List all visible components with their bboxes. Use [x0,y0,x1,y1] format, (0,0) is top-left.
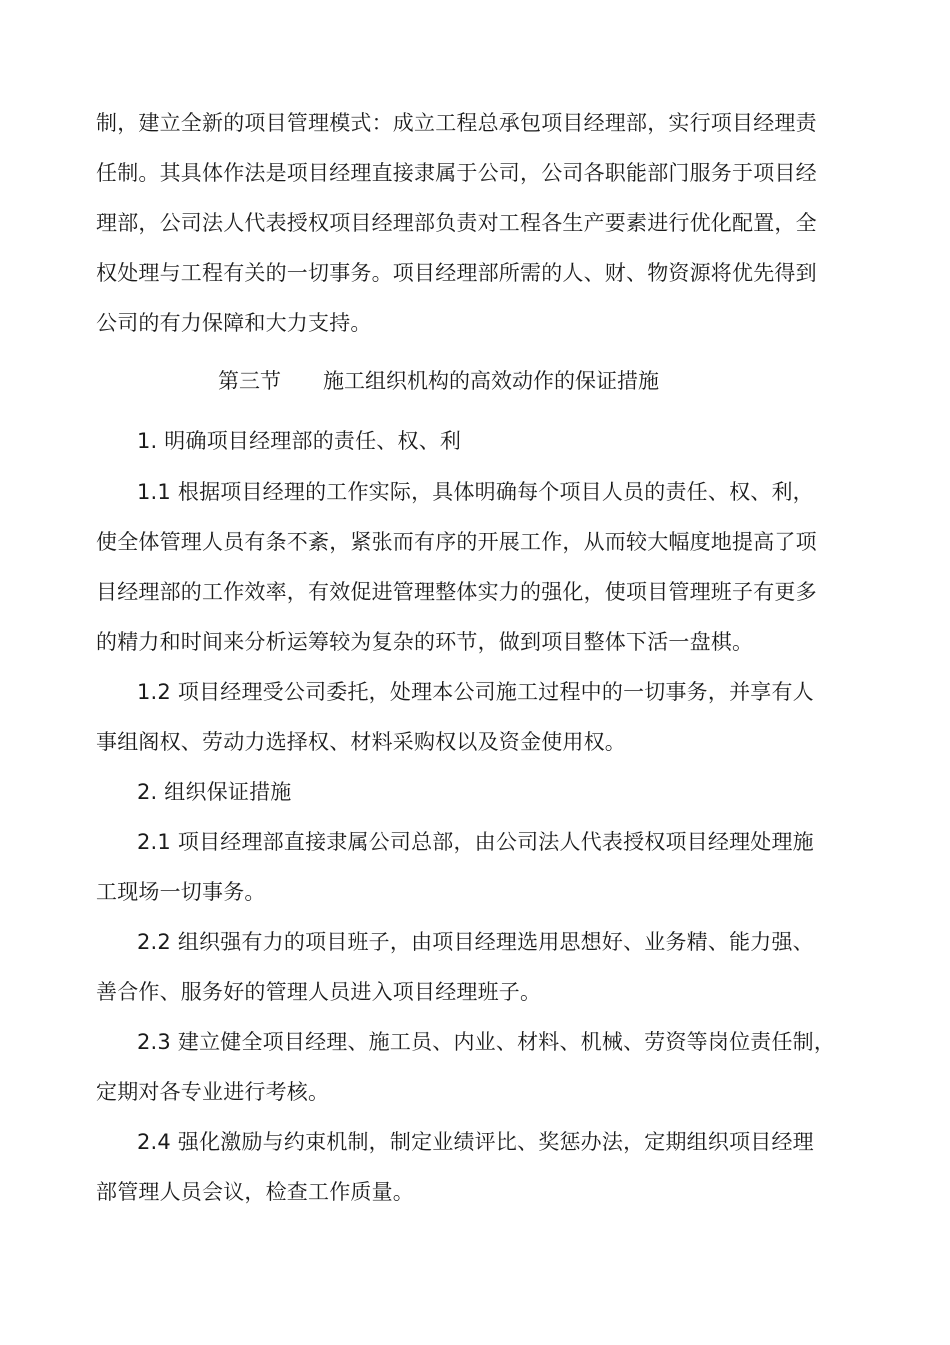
para-1-1-line-3: 目经理部的工作效率，有效促进管理整体实力的强化，使项目管理班子有更多 [96,580,817,604]
para-2-1-line-1: 2.1 项目经理部直接隶属公司总部，由公司法人代表授权项目经理处理施 [137,830,814,854]
para-2-2-line-1: 2.2 组织强有力的项目班子，由项目经理选用思想好、业务精、能力强、 [137,930,814,954]
heading-1: 1. 明确项目经理部的责任、权、利 [137,429,462,453]
para-2-3-line-1: 2.3 建立健全项目经理、施工员、内业、材料、机械、劳资等岗位责任制， [137,1030,836,1054]
para-1-1-line-1: 1.1 根据项目经理的工作实际，具体明确每个项目人员的责任、权、利， [137,480,814,504]
section-number: 第三节 [218,369,281,393]
para-1-2-line-1: 1.2 项目经理受公司委托，处理本公司施工过程中的一切事务，并享有人 [137,680,814,704]
para-1-2-line-2: 事组阁权、劳动力选择权、材料采购权以及资金使用权。 [96,730,626,754]
intro-line-2: 任制。其具体作法是项目经理直接隶属于公司，公司各职能部门服务于项目经 [96,161,817,185]
para-2-3-line-2: 定期对各专业进行考核。 [96,1080,330,1104]
intro-line-1: 制，建立全新的项目管理模式：成立工程总承包项目经理部，实行项目经理责 [96,111,817,135]
para-1-1-line-2: 使全体管理人员有条不紊，紧张而有序的开展工作，从而较大幅度地提高了项 [96,530,817,554]
section-heading [0,365,950,397]
para-2-1-line-2: 工现场一切事务。 [96,880,266,904]
para-2-2-line-2: 善合作、服务好的管理人员进入项目经理班子。 [96,980,542,1004]
intro-line-3: 理部，公司法人代表授权项目经理部负责对工程各生产要素进行优化配置，全 [96,211,817,235]
heading-2: 2. 组织保证措施 [137,780,292,804]
para-1-1-line-4: 的精力和时间来分析运筹较为复杂的环节，做到项目整体下活一盘棋。 [96,630,754,654]
intro-line-4: 权处理与工程有关的一切事务。项目经理部所需的人、财、物资源将优先得到 [96,261,817,285]
section-title: 施工组织机构的高效动作的保证措施 [323,369,659,393]
para-2-4-line-2: 部管理人员会议，检查工作质量。 [96,1180,414,1204]
intro-line-5: 公司的有力保障和大力支持。 [96,311,372,335]
para-2-4-line-1: 2.4 强化激励与约束机制，制定业绩评比、奖惩办法，定期组织项目经理 [137,1130,814,1154]
